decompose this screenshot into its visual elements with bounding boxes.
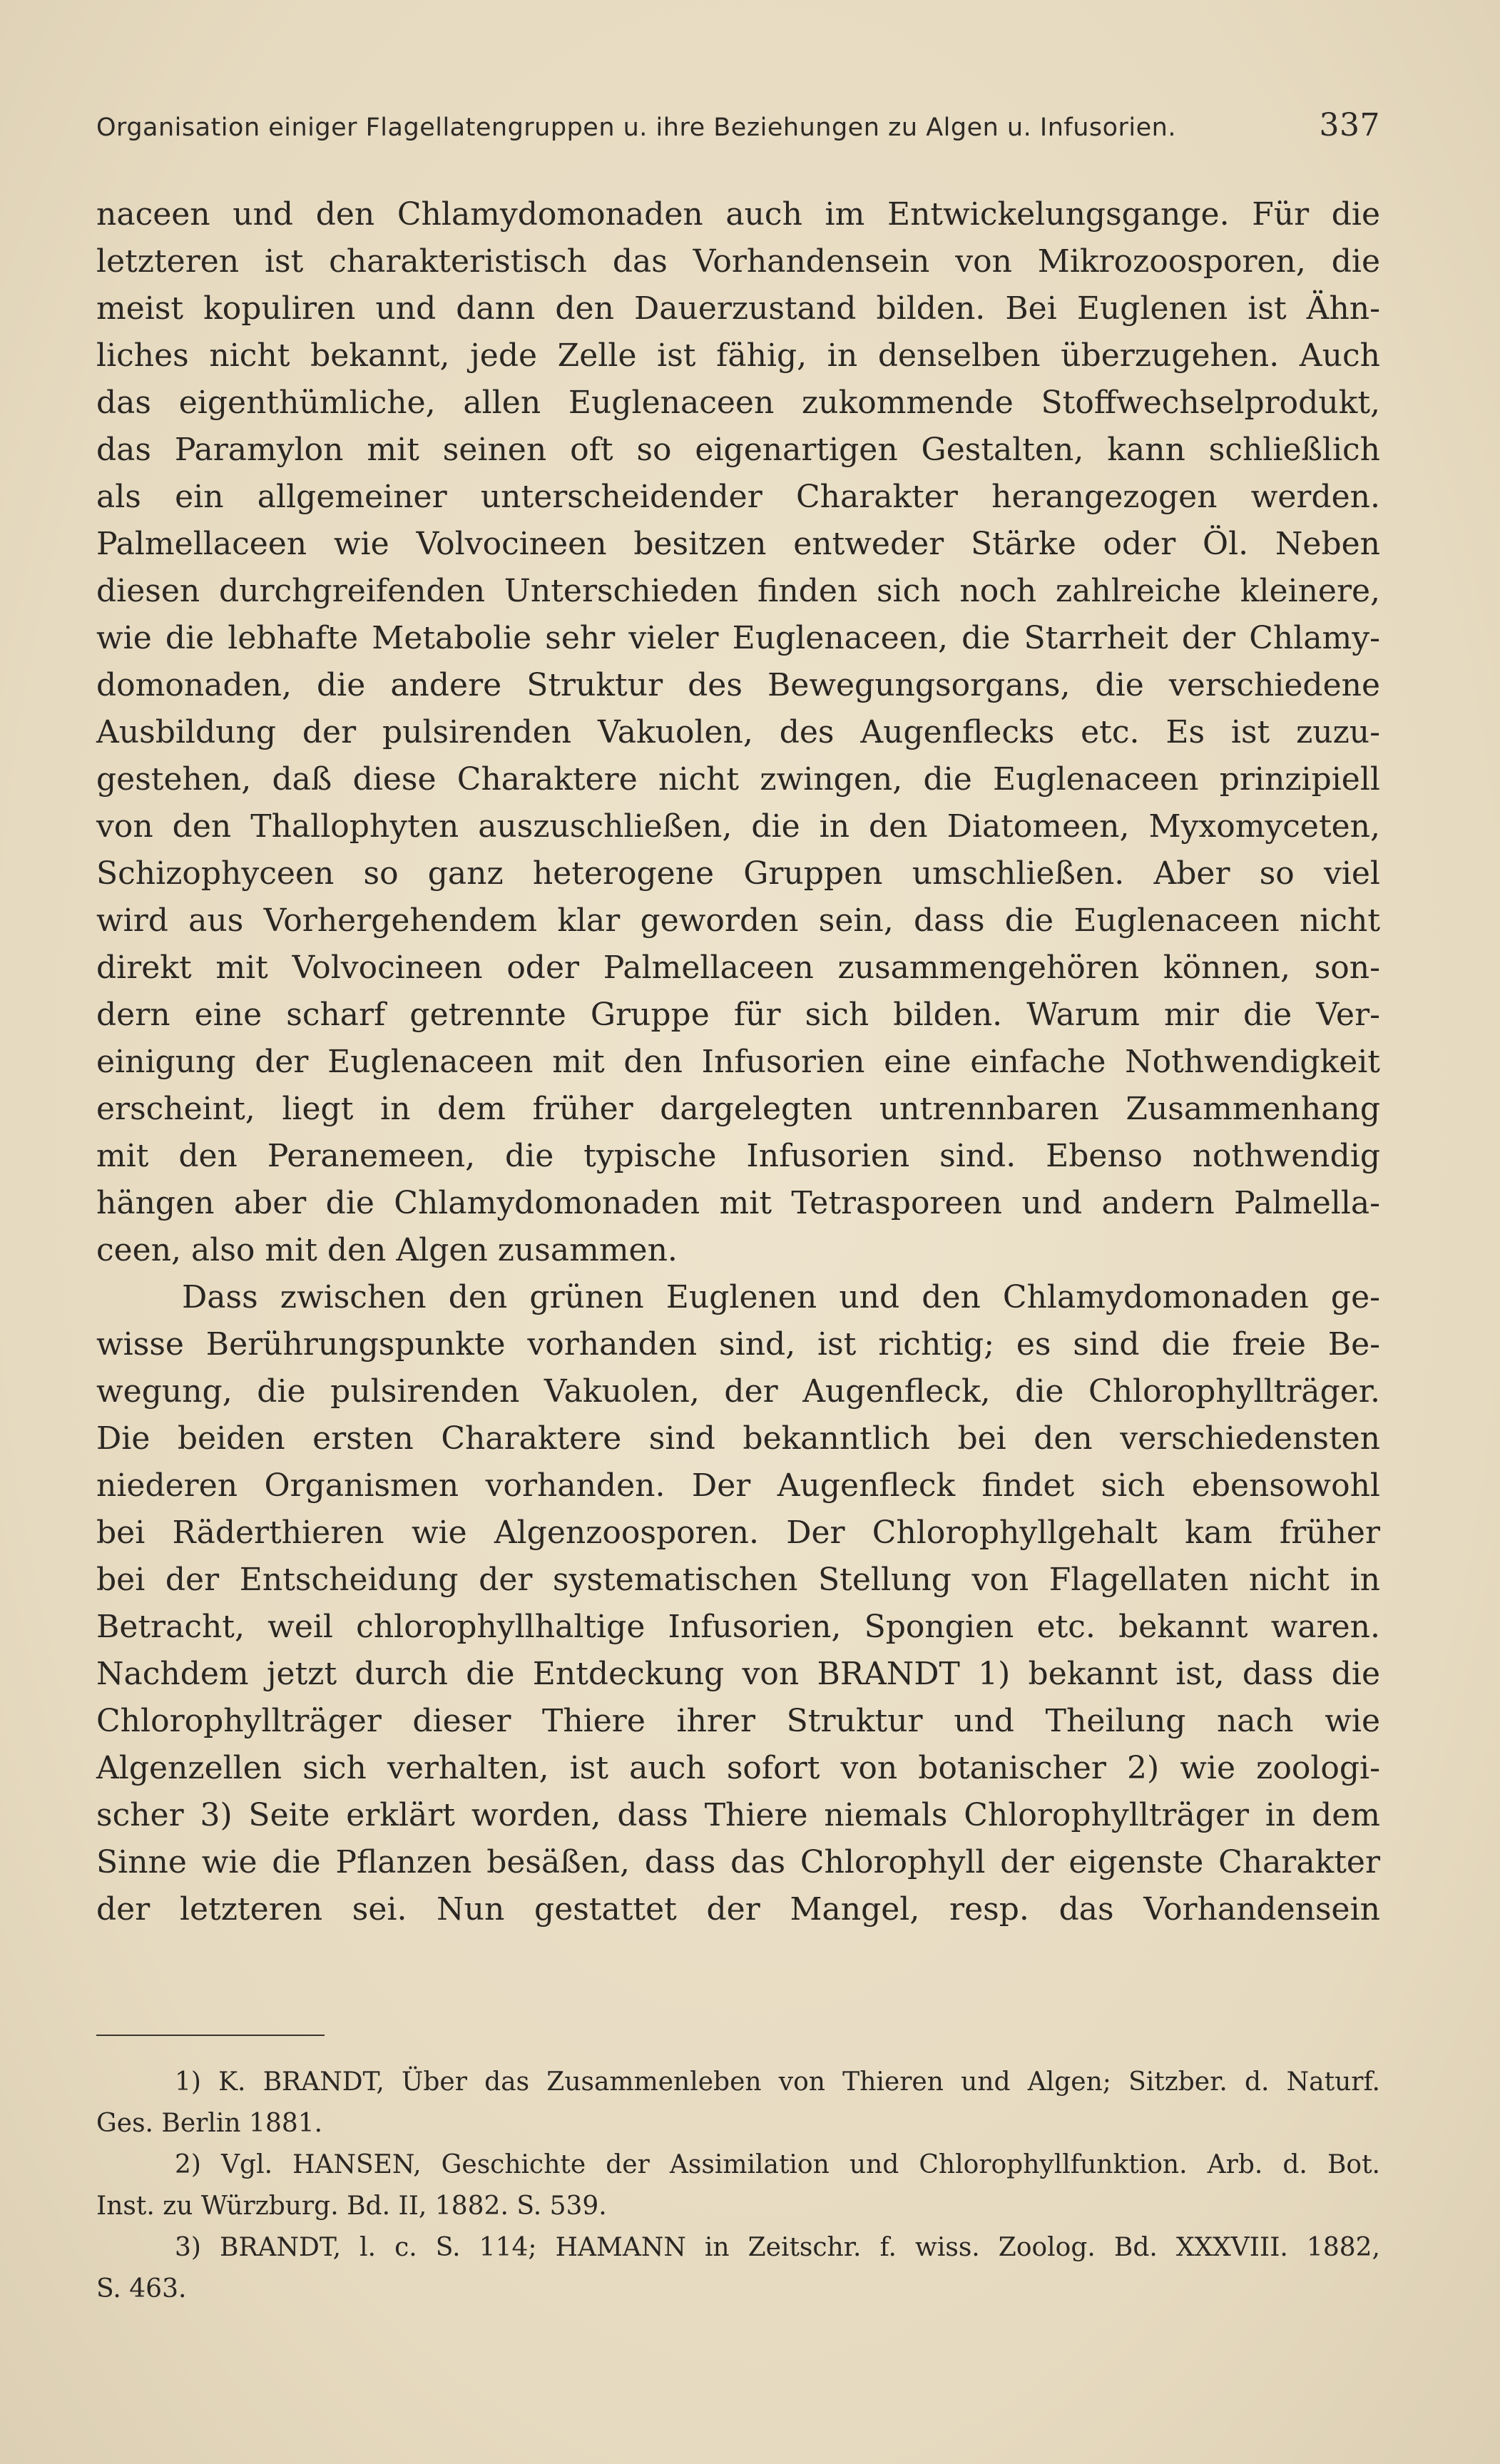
body-line: Algenzellen sich verhalten, ist auch sofort von botanischer 2) wie zoologi- (96, 1750, 1380, 1786)
body-line: erscheint, liegt in dem früher dargelegten untrennbaren Zusammenhang (96, 1091, 1380, 1127)
body-line: Chlorophyllträger dieser Thiere ihrer Struktur und Theilung nach wie (96, 1703, 1380, 1739)
body-line: gestehen, daß diese Charaktere nicht zwingen, die Euglenaceen prinzipiell (96, 761, 1380, 798)
paragraph-start-line: Dass zwischen den grünen Euglenen und den Chlamydomonaden ge- (182, 1279, 1380, 1315)
body-line: wie die lebhafte Metabolie sehr vieler Euglenaceen, die Starrheit der Chlamy- (96, 620, 1380, 656)
body-line: Die beiden ersten Charaktere sind bekanntlich bei den verschiedensten (96, 1420, 1380, 1457)
footnote-2: 2) Vgl. HANSEN, Geschichte der Assimilation und Chlorophyllfunktion. Arb. d. Bot. (175, 2150, 1380, 2179)
body-line: direkt mit Volvocineen oder Palmellaceen zusammengehören können, son- (96, 950, 1380, 986)
footnote-separator (96, 2035, 325, 2036)
body-line: bei Räderthieren wie Algenzoosporen. Der Chlorophyllgehalt kam früher (96, 1514, 1380, 1551)
body-line: liches nicht bekannt, jede Zelle ist fähig, in denselben überzugehen. Auch (96, 337, 1380, 374)
body-line: Betracht, weil chlorophyllhaltige Infusorien, Spongien etc. bekannt waren. (96, 1609, 1380, 1645)
body-line: wisse Berührungspunkte vorhanden sind, ist richtig; es sind die freie Be- (96, 1326, 1380, 1363)
body-line: hängen aber die Chlamydomonaden mit Tetrasporeen und andern Palmella- (96, 1185, 1380, 1221)
body-line: domonaden, die andere Struktur des Bewegungsorgans, die verschiedene (96, 667, 1380, 703)
running-header (96, 107, 1380, 157)
body-line: meist kopuliren und dann den Dauerzustand bilden. Bei Euglenen ist Ähn- (96, 290, 1380, 327)
footnote-3: 3) BRANDT, l. c. S. 114; HAMANN in Zeitschr. f. wiss. Zoolog. Bd. XXXVIII. 1882, (175, 2233, 1380, 2262)
body-line: Nachdem jetzt durch die Entdeckung von BRANDT 1) bekannt ist, dass die (96, 1656, 1380, 1692)
body-line: dern eine scharf getrennte Gruppe für sich bilden. Warum mir die Ver- (96, 997, 1380, 1033)
body-line: wird aus Vorhergehendem klar geworden sein, dass die Euglenaceen nicht (96, 902, 1380, 939)
page-number: 337 (1319, 107, 1380, 143)
body-text (96, 191, 1380, 1933)
footnote-3-continuation: S. 463. (96, 2274, 187, 2303)
footnote-2-continuation: Inst. zu Würzburg. Bd. II, 1882. S. 539. (96, 2191, 607, 2221)
body-line: Schizophyceen so ganz heterogene Gruppen umschließen. Aber so viel (96, 855, 1380, 892)
body-line: Ausbildung der pulsirenden Vakuolen, des Augenflecks etc. Es ist zuzu- (96, 714, 1380, 750)
footnotes (96, 2062, 1380, 2310)
body-line: das Paramylon mit seinen oft so eigenartigen Gestalten, kann schließlich (96, 432, 1380, 468)
body-line: diesen durchgreifenden Unterschieden finden sich noch zahlreiche kleinere, (96, 573, 1380, 609)
body-line: von den Thallophyten auszuschließen, die in den Diatomeen, Myxomyceten, (96, 808, 1380, 845)
body-line: bei der Entscheidung der systematischen Stellung von Flagellaten nicht in (96, 1562, 1380, 1598)
body-line: Palmellaceen wie Volvocineen besitzen entweder Stärke oder Öl. Neben (96, 526, 1380, 562)
running-title: Organisation einiger Flagellatengruppen u. ihre Beziehungen zu Algen u. Infusorien. (96, 113, 1176, 142)
body-line: der letzteren sei. Nun gestattet der Mangel, resp. das Vorhandensein (96, 1891, 1380, 1928)
body-line: scher 3) Seite erklärt worden, dass Thiere niemals Chlorophyllträger in dem (96, 1797, 1380, 1833)
body-line: als ein allgemeiner unterscheidender Charakter herangezogen werden. (96, 479, 1380, 515)
body-line: wegung, die pulsirenden Vakuolen, der Augenfleck, die Chlorophyllträger. (96, 1373, 1380, 1410)
paragraph-end-line: ceen, also mit den Algen zusammen. (96, 1232, 678, 1268)
body-line: letzteren ist charakteristisch das Vorhandensein von Mikrozoosporen, die (96, 243, 1380, 280)
body-line: mit den Peranemeen, die typische Infusorien sind. Ebenso nothwendig (96, 1138, 1380, 1174)
footnote-1: 1) K. BRANDT, Über das Zusammenleben von Thieren und Algen; Sitzber. d. Naturf. (175, 2067, 1380, 2097)
body-line: niederen Organismen vorhanden. Der Augenfleck findet sich ebensowohl (96, 1467, 1380, 1504)
body-line: Sinne wie die Pflanzen besäßen, dass das Chlorophyll der eigenste Charakter (96, 1844, 1380, 1880)
body-line: das eigenthümliche, allen Euglenaceen zukommende Stoffwechselprodukt, (96, 385, 1380, 421)
body-line: naceen und den Chlamydomonaden auch im Entwickelungsgange. Für die (96, 196, 1380, 233)
body-line: einigung der Euglenaceen mit den Infusorien eine einfache Nothwendigkeit (96, 1044, 1380, 1080)
footnote-1-continuation: Ges. Berlin 1881. (96, 2109, 323, 2138)
